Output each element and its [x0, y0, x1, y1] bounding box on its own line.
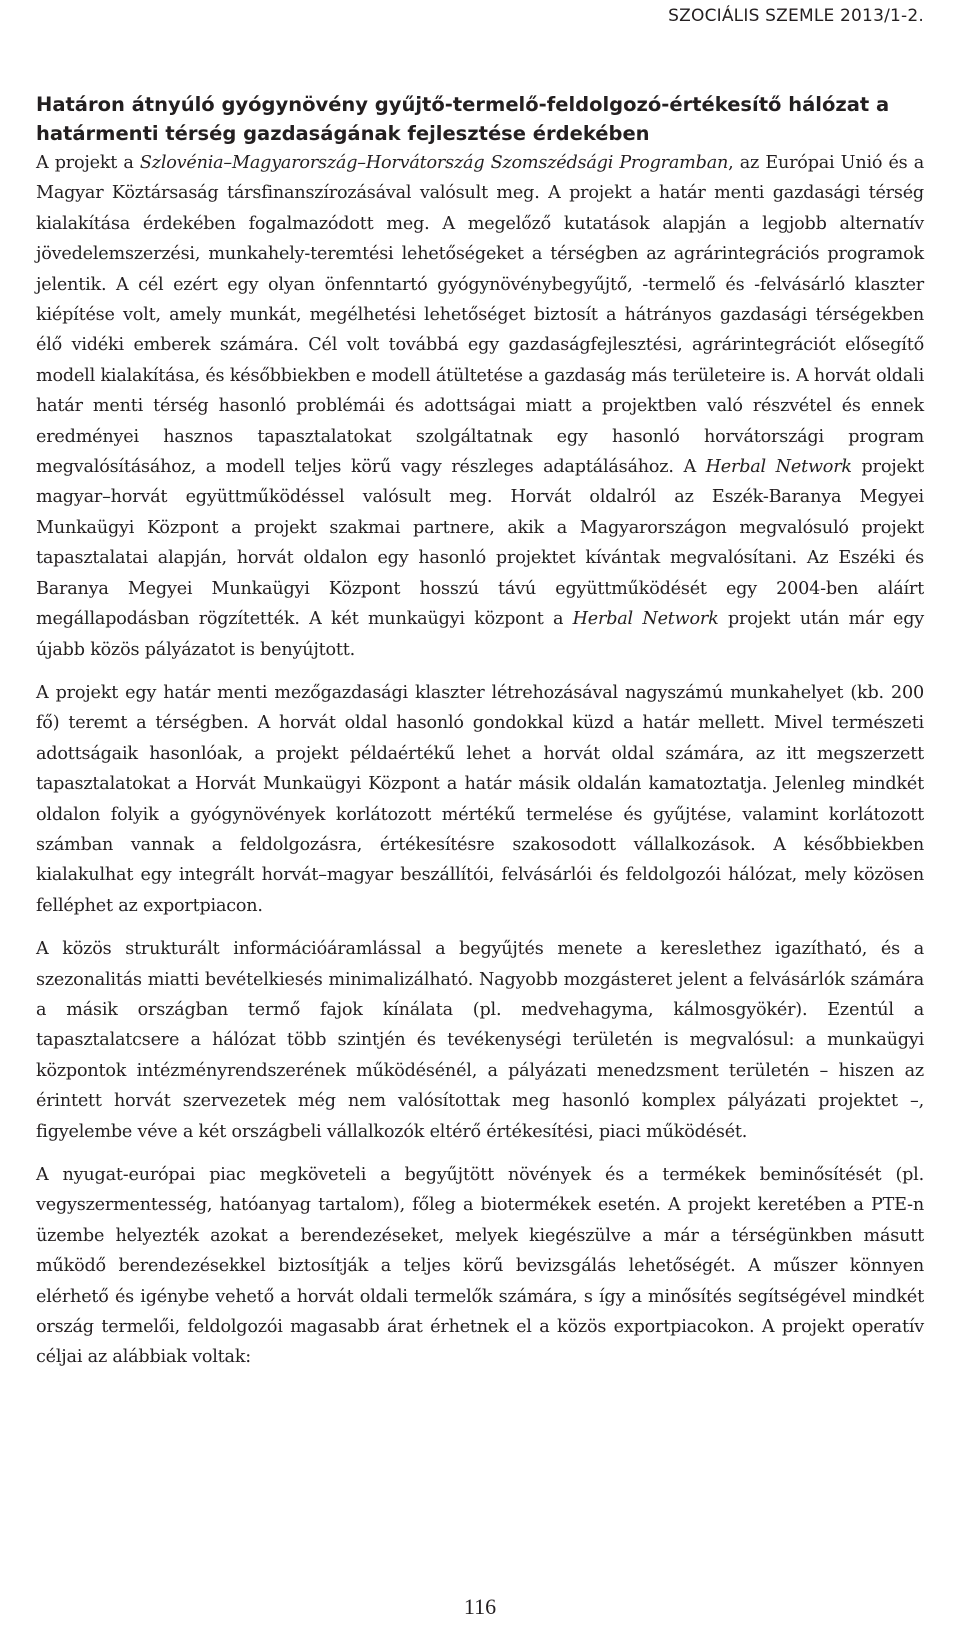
p1-text-d: projekt után már egy újabb közös pályázatot is benyújtott.: [36, 609, 925, 660]
paragraph-1: [36, 148, 924, 665]
program-name: Szlovénia–Magyarország–Horvátország Szomszédsági Programban: [139, 153, 729, 173]
herbal-network-term-2: Herbal Network: [572, 609, 719, 630]
page-number: 116: [463, 1594, 497, 1619]
paragraph-3: A közös strukturált információáramlással a begyűjtés menete a kereslethez igazítható, és a szezonalitás miatti bevételkiesés minimalizálható. Nagyobb mozgásteret jelent a felvásárlók számára a másik országban termő fajok kínálata (pl. medvehagyma, kálmosgyökér). Ezentúl a tapasztalatcsere a hálózat több szintjén és tevékenységi területén is megvalósul: a munkaügyi központok intézményrendszerének működésénél, a pályázati menedzsment területén – hiszen az érintett horvát szervezetek még nem valósítottak meg hasonló komplex pályázati projektet –, figyelembe véve a két országbeli vállalkozók eltérő értékesítési, piaci működését.: [36, 939, 924, 1142]
paragraph-4: A nyugat-európai piac megköveteli a begyűjtött növények és a termékek beminősítését (pl. vegyszermentesség, hatóanyag tartalom), főleg a biotermékek esetén. A projekt keretében a PTE-n üzembe helyezték azokat a berendezéseket, melyek kiegészülve a már a térségünkben másutt működő berendezésekkel biztosítják a teljes körű bevizsgálás lehetőségét. A műszer könnyen elérhető és igénybe vehető a horvát oldali termelők számára, s így a minősítés segítségével mindkét ország termelői, feldolgozói magasabb árat érhetnek el a közös exportpiacokon. A projekt operatív céljai az alábbiak voltak:: [36, 1165, 924, 1368]
article-body: [36, 90, 924, 1386]
article-title: [36, 90, 924, 148]
running-header: SZOCIÁLIS SZEMLE 2013/1-2.: [668, 6, 924, 26]
herbal-network-term: Herbal Network: [705, 457, 852, 478]
title-line-2: határmenti térség gazdaságának fejlesztése érdekében: [36, 122, 650, 145]
title-line-1: Határon átnyúló gyógynövény gyűjtő-termelő-feldolgozó-értékesítő hálózat a: [36, 93, 890, 116]
p1-text-c: projekt magyar–horvát együttműködéssel valósult meg. Horvát oldalról az Eszék-Baranya Megyei Munkaügyi Központ a projekt szakmai partnere, akik a Magyarországon megvalósuló projekt tapasztalatai alapján, horvát oldalon egy hasonló projektet kívántak megvalósítani. Az Eszéki és Baranya Megyei Munkaügyi Központ hosszú távú együttműködését egy 2004-ben aláírt megállapodásban rögzítették. A két munkaügyi központ a: [36, 457, 925, 630]
paragraph-2: A projekt egy határ menti mezőgazdasági klaszter létrehozásával nagyszámú munkahelyet (kb. 200 fő) teremt a térségben. A horvát oldal hasonló gondokkal küzd a határ mellett. Mivel természeti adottságaik hasonlóak, a projekt példaértékű lehet a horvát oldal számára, az itt megszerzett tapasztalatokat a Horvát Munkaügyi Központ a határ másik oldalán kamatoztatja. Jelenleg mindkét oldalon folyik a gyógynövények korlátozott mértékű termelése és gyűjtése, valamint korlátozott számban vannak a feldolgozásra, értékesítésre szakosodott vállalkozások. A későbbiekben kialakulhat egy integrált horvát–magyar beszállítói, felvásárlói és feldolgozói hálózat, mely közösen felléphet az exportpiacon.: [36, 682, 924, 916]
p1-text-b: , az Európai Unió és a Magyar Köztársaság társfinanszírozásával valósult meg. A projekt a határ menti gazdasági térség kialakítása érdekében fogalmazódott meg. A megelőző kutatások alapján a legjobb alternatív jövedelemszerzési, munkahely-teremtési lehetőségeket a térségben az agrárintegrációs programok jelentik. A cél ezért egy olyan önfenntartó gyógynövénybegyűjtő, -termelő és -felvásárló klaszter kiépítése volt, amely munkát, megélhetési lehetőséget biztosít a hátrányos gazdasági térségekben élő vidéki emberek számára. Cél volt továbbá egy gazdaságfejlesztési, agrárintegrációt elősegítő modell kialakítása, és későbbiekben e modell átültetése a gazdaság más területeire is. A horvát oldali határ menti térség hasonló problémái és adottságai miatt a projektben való részvétel és ennek eredményei hasznos tapasztalatokat szolgáltatnak egy hasonló horvátországi program megvalósításához, a modell teljes körű vagy részleges adaptálásához. A: [36, 153, 925, 478]
p1-text-a: A projekt a: [36, 153, 140, 173]
